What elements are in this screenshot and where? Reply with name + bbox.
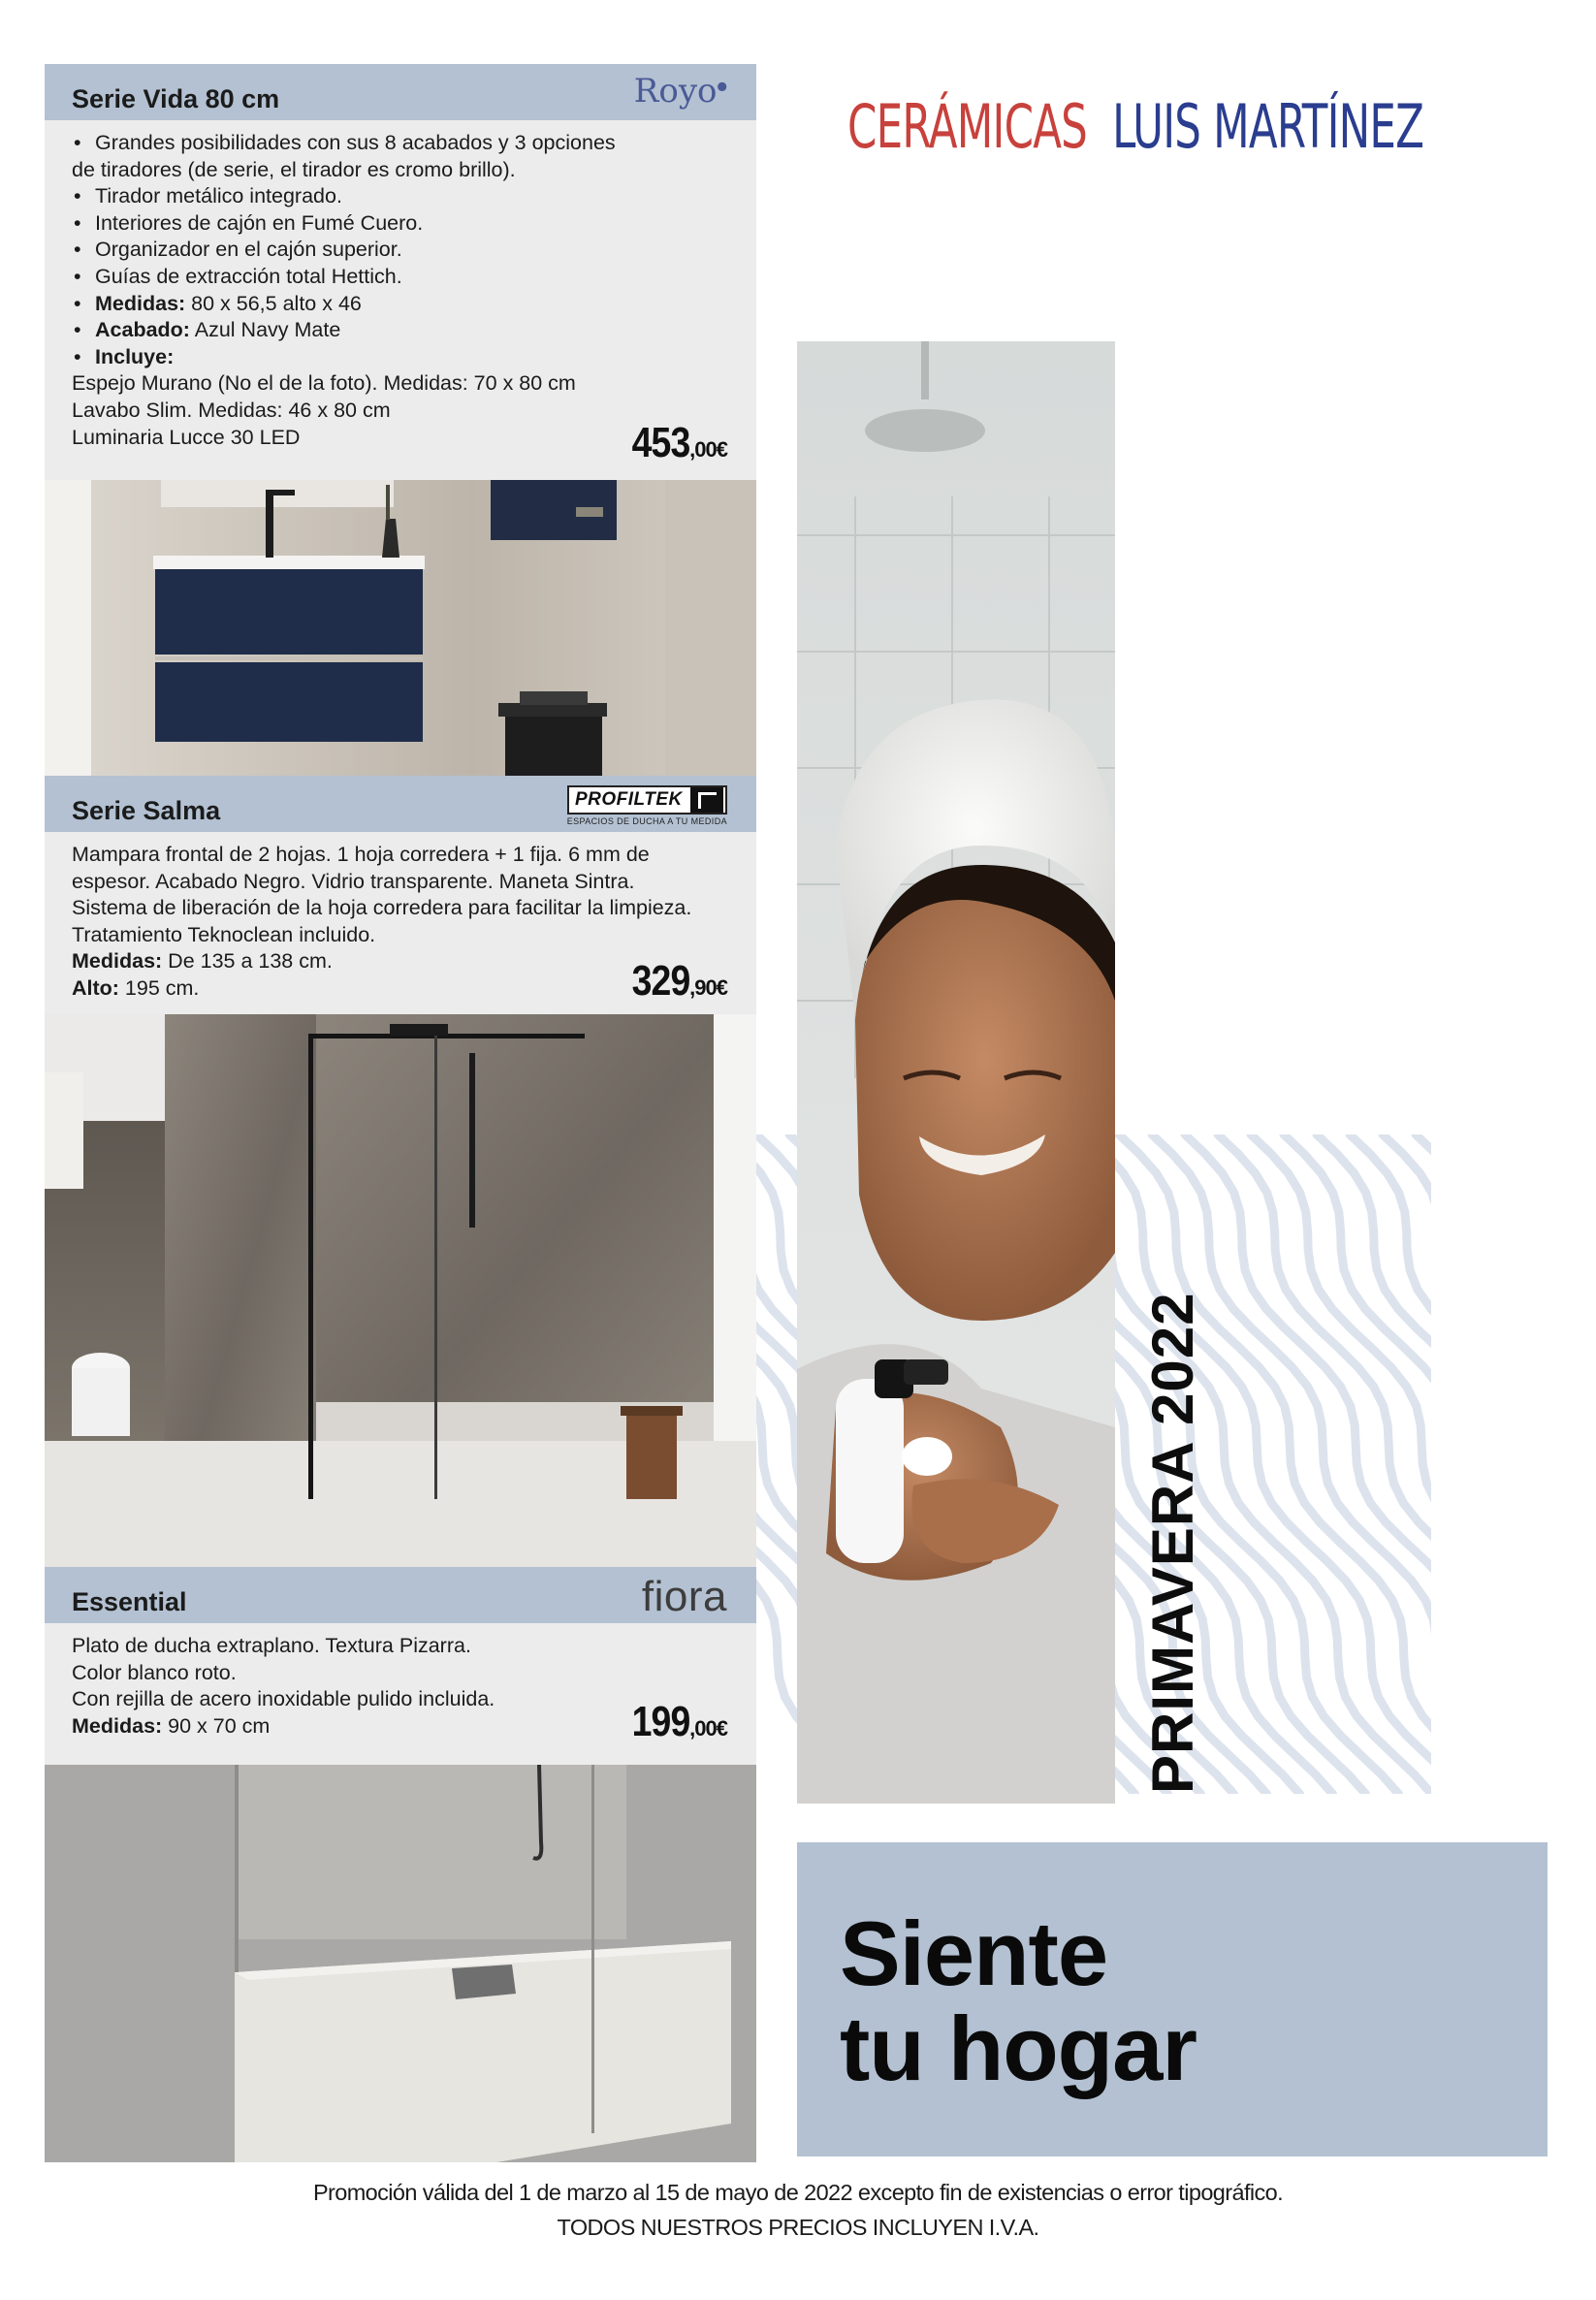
line-text: Organizador en el cajón superior.: [95, 238, 402, 262]
description-lines: [72, 130, 727, 451]
fiora-brand-logo: fiora: [641, 1573, 727, 1620]
line-label: Acabado:: [95, 318, 190, 342]
line-text: Luminaria Lucce 30 LED: [72, 425, 301, 449]
line-label: Alto:: [72, 975, 119, 1000]
description-line: [72, 291, 727, 318]
line-label: Incluye:: [95, 344, 175, 368]
line-text: Grandes posibilidades con sus 8 acabados y 3 opciones: [95, 131, 616, 154]
line-label: Medidas:: [72, 949, 163, 974]
description-line: [72, 344, 727, 371]
price-tag: 453,00€: [631, 419, 727, 467]
profiltek-mark-icon: [690, 787, 723, 813]
description-line: [72, 922, 727, 949]
line-text: Mampara frontal de 2 hojas. 1 hoja corredera + 1 fija. 6 mm de: [72, 843, 650, 866]
bullet-icon: •: [74, 291, 81, 315]
woman-with-towel-photo: [797, 341, 1115, 1804]
description-line: [72, 237, 727, 264]
description-line: [72, 895, 727, 922]
price-tag: 199,00€: [631, 1698, 727, 1746]
line-text: 195 cm.: [118, 975, 200, 1000]
line-text: Interiores de cajón en Fumé Cuero.: [95, 210, 424, 235]
line-text: de tiradores (de serie, el tirador es cromo brillo).: [72, 157, 516, 181]
description-line: [72, 1633, 727, 1660]
line-label: Medidas:: [95, 291, 186, 315]
bullet-icon: •: [74, 131, 81, 154]
description-line: [72, 398, 727, 425]
description-line: [72, 842, 727, 869]
line-text: 80 x 56,5 alto x 46: [185, 291, 362, 315]
brand-name: CERÁMICAS LUIS MARTÍNEZ: [847, 90, 1424, 162]
product-description-essential: [45, 1623, 756, 1765]
price-tag: 329,90€: [631, 957, 727, 1006]
line-text: Sistema de liberación de la hoja corredera para facilitar la limpieza.: [72, 896, 692, 920]
line-text: Tratamiento Teknoclean incluido.: [72, 922, 376, 946]
profiltek-brand-logo: PROFILTEK ESPACIOS DE DUCHA A TU MEDIDA: [567, 785, 727, 826]
product-description-salma: [45, 832, 756, 1014]
ceramicas-luis-martinez-logo: [811, 72, 1533, 180]
line-text: De 135 a 138 cm.: [162, 949, 333, 974]
line-label: Medidas:: [72, 1713, 163, 1738]
footer-vat-notice: TODOS NUESTROS PRECIOS INCLUYEN I.V.A.: [557, 2215, 1039, 2240]
description-line: [72, 210, 727, 238]
description-line: [72, 317, 727, 344]
product-description-vida: [45, 120, 756, 480]
vanity-photo: [45, 480, 756, 776]
product-title: Essential: [72, 1587, 187, 1616]
bullet-icon: •: [74, 238, 81, 262]
line-text: Guías de extracción total Hettich.: [95, 264, 402, 288]
line-text: Lavabo Slim. Medidas: 46 x 80 cm: [72, 398, 391, 422]
royo-brand-logo: Royo●: [633, 72, 727, 111]
product-header-vida: [45, 64, 756, 120]
product-header-salma: [45, 776, 756, 832]
line-text: Espejo Murano (No el de la foto). Medidas: 70 x 80 cm: [72, 371, 576, 396]
slogan-text: [840, 1902, 1197, 2099]
line-text: Azul Navy Mate: [189, 318, 341, 342]
bullet-icon: •: [74, 264, 81, 288]
line-text: Plato de ducha extraplano. Textura Pizarra.: [72, 1634, 471, 1657]
product-title: Serie Vida 80 cm: [72, 84, 280, 113]
footer-promo-terms: Promoción válida del 1 de marzo al 15 de mayo de 2022 excepto fin de existencias o error tipográfico.: [312, 2180, 1284, 2205]
line-text: Color blanco roto.: [72, 1660, 237, 1684]
line-text: Con rejilla de acero inoxidable pulido incluida.: [72, 1687, 495, 1711]
product-header-essential: [45, 1567, 756, 1623]
line-text: espesor. Acabado Negro. Vidrio transparente. Maneta Sintra.: [72, 869, 635, 893]
slogan-box: [797, 1842, 1548, 2156]
shower-enclosure-photo: [45, 1014, 756, 1567]
description-line: [72, 183, 727, 210]
slogan-line-1: Siente: [840, 1902, 1108, 2004]
shower-tray-photo: [45, 1765, 756, 2162]
campaign-label: PRIMAVERA 2022: [1140, 1292, 1205, 1794]
description-line: [72, 130, 727, 157]
line-text: Tirador metálico integrado.: [95, 184, 342, 208]
description-line: [72, 1660, 727, 1687]
description-line: [72, 157, 727, 184]
description-line: [72, 264, 727, 291]
description-line: [72, 869, 727, 896]
slogan-line-2: tu hogar: [840, 1997, 1197, 2099]
product-title: Serie Salma: [72, 796, 221, 825]
bullet-icon: •: [74, 318, 81, 342]
line-text: 90 x 70 cm: [162, 1713, 271, 1738]
bullet-icon: •: [74, 344, 81, 368]
description-line: [72, 370, 727, 398]
bullet-icon: •: [74, 184, 81, 208]
bullet-icon: •: [74, 210, 81, 235]
